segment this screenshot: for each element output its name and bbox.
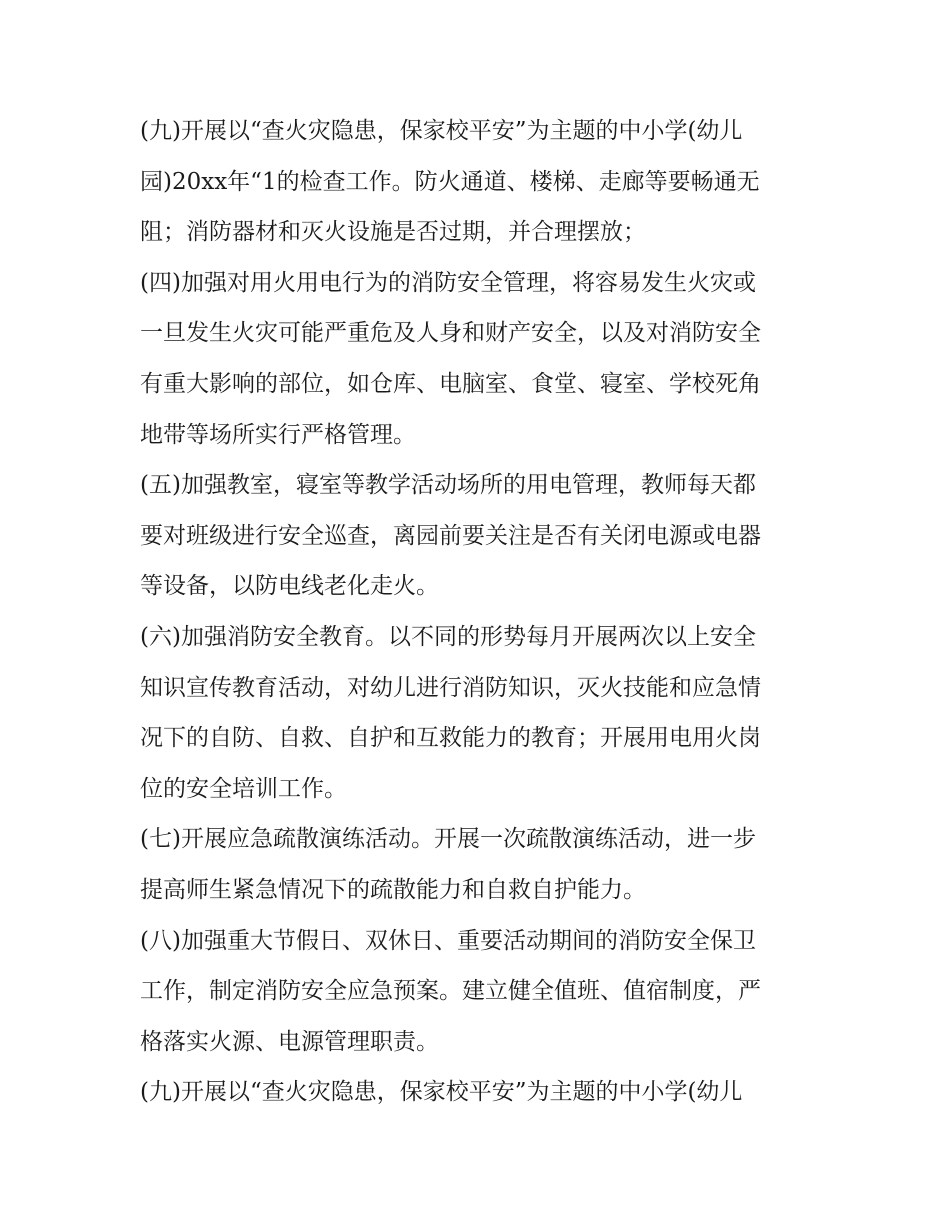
text-line: 等设备，以防电线老化走火。	[140, 573, 439, 600]
text-line: 地带等场所实行严格管理。	[140, 421, 416, 448]
text-line: 工作，制定消防安全应急预案。建立健全值班、值宿制度，严	[140, 978, 761, 1005]
text-line: (四)加强对用火用电行为的消防安全管理，将容易发生火灾或	[140, 269, 756, 296]
text-line: (五)加强教室，寝室等教学活动场所的用电管理，教师每天都	[140, 472, 756, 499]
text-line: (九)开展以“查火灾隐患，保家校平安”为主题的中小学(幼儿	[140, 1079, 743, 1106]
text-line: 知识宣传教育活动，对幼儿进行消防知识，灭火技能和应急情	[140, 674, 761, 701]
text-line: (七)开展应急疏散演练活动。开展一次疏散演练活动，进一步	[140, 826, 756, 853]
text-line: 提高师生紧急情况下的疏散能力和自救自护能力。	[140, 876, 646, 903]
text-line: 园)20xx年“1的检查工作。防火通道、楼梯、走廊等要畅通无	[140, 168, 760, 195]
text-line: (九)开展以“查火灾隐患，保家校平安”为主题的中小学(幼儿	[140, 118, 743, 144]
text-line: 有重大影响的部位，如仓库、电脑室、食堂、寝室、学校死角	[140, 370, 761, 397]
text-line: (六)加强消防安全教育。以不同的形势每月开展两次以上安全	[140, 623, 756, 650]
text-line: 况下的自防、自救、自护和互救能力的教育；开展用电用火岗	[140, 725, 761, 752]
text-line: (八)加强重大节假日、双休日、重要活动期间的消防安全保卫	[140, 927, 756, 954]
text-line: 要对班级进行安全巡查，离园前要关注是否有关闭电源或电器	[140, 522, 761, 549]
text-line: 位的安全培训工作。	[140, 775, 347, 802]
document-body	[140, 106, 812, 1118]
text-line: 格落实火源、电源管理职责。	[140, 1028, 439, 1055]
text-line: 一旦发生火灾可能严重危及人身和财产安全，以及对消防安全	[140, 320, 761, 347]
text-line: 阻；消防器材和灭火设施是否过期，并合理摆放；	[140, 219, 646, 246]
